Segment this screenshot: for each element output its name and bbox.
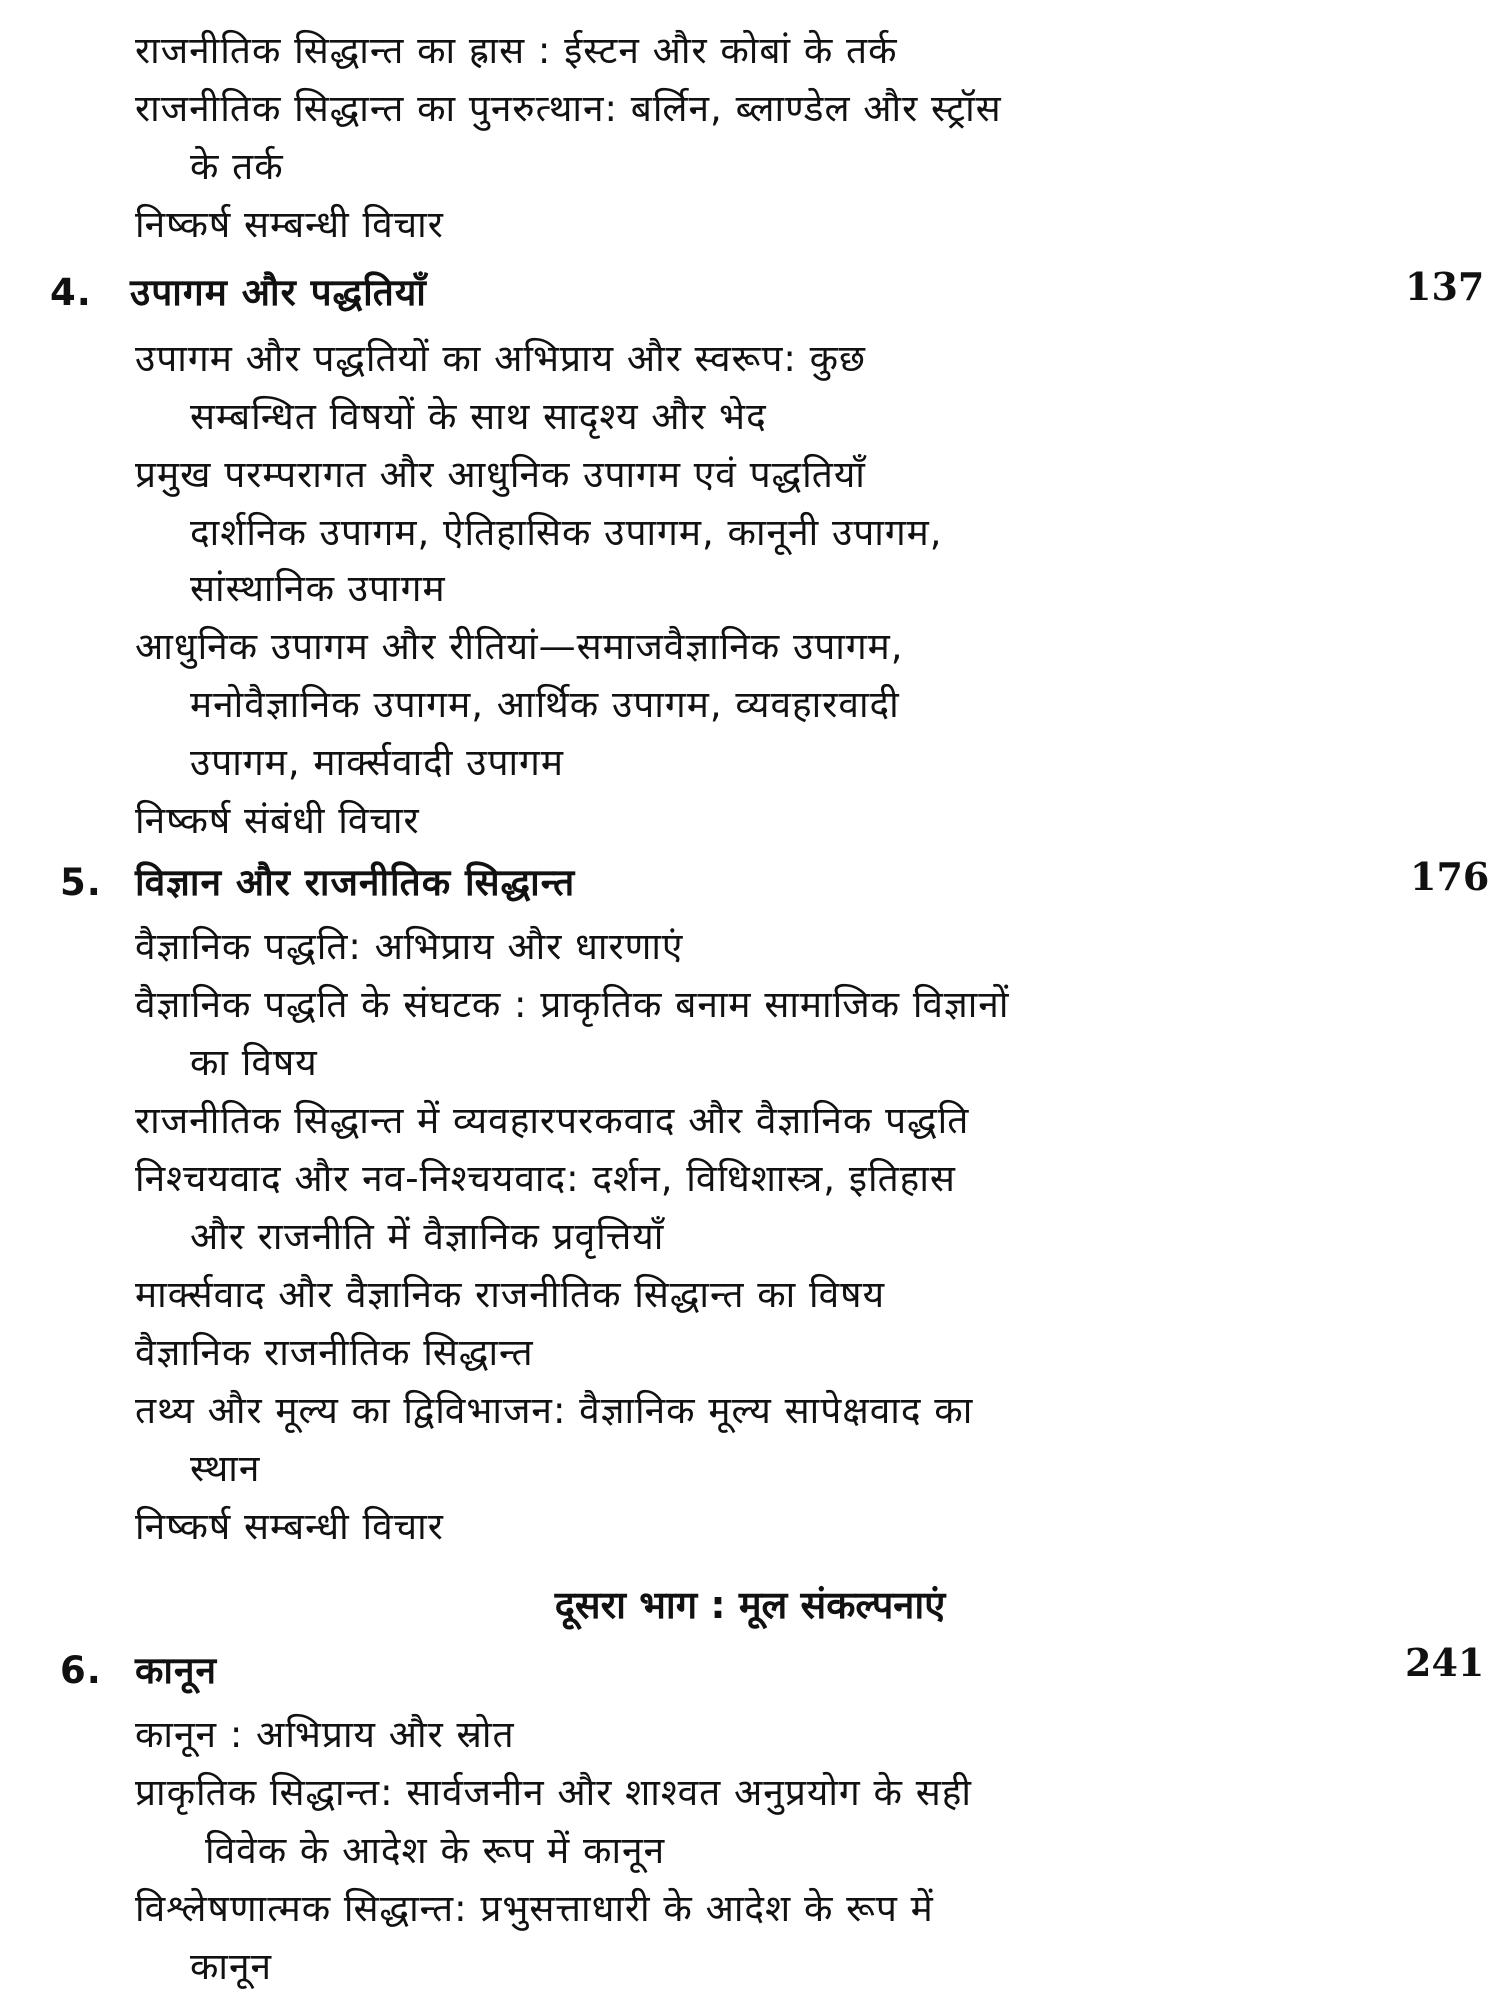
toc-entry: निष्कर्ष संबंधी विचार [135, 799, 420, 842]
toc-entry-continuation: और राजनीति में वैज्ञानिक प्रवृत्तियाँ [190, 1215, 665, 1258]
toc-entry: उपागम और पद्धतियों का अभिप्राय और स्वरूप: कुछ [135, 337, 866, 380]
toc-entry: वैज्ञानिक पद्धति: अभिप्राय और धारणाएं [135, 925, 684, 968]
toc-entry-continuation: के तर्क [190, 145, 284, 188]
chapter-page-number: 241 [1405, 1640, 1485, 1685]
toc-entry-continuation: कानून [190, 1945, 273, 1988]
part-heading: दूसरा भाग : मूल संकल्पनाएं [554, 1583, 946, 1627]
toc-entry: आधुनिक उपागम और रीतियां—समाजवैज्ञानिक उपागम, [135, 625, 904, 668]
toc-entry: प्रमुख परम्परागत और आधुनिक उपागम एवं पद्धतियाँ [135, 453, 866, 496]
toc-entry: विश्लेषणात्मक सिद्धान्त: प्रभुसत्ताधारी के आदेश के रूप में [135, 1887, 934, 1930]
toc-entry-continuation: सम्बन्धित विषयों के साथ सादृश्य और भेद [190, 395, 767, 438]
toc-entry-continuation: दार्शनिक उपागम, ऐतिहासिक उपागम, कानूनी उपागम, [190, 511, 943, 554]
toc-entry: कानून : अभिप्राय और स्रोत [135, 1713, 515, 1756]
chapter-title: विज्ञान और राजनीतिक सिद्धान्त [135, 861, 576, 904]
chapter-title: उपागम और पद्धतियाँ [130, 271, 427, 314]
toc-entry-continuation: स्थान [190, 1447, 261, 1490]
toc-entry: राजनीतिक सिद्धान्त में व्यवहारपरकवाद और वैज्ञानिक पद्धति [135, 1099, 970, 1142]
toc-entry-continuation: उपागम, मार्क्सवादी उपागम [190, 741, 564, 784]
toc-entry: प्राकृतिक सिद्धान्त: सार्वजनीन और शाश्वत अनुप्रयोग के सही [135, 1771, 972, 1814]
toc-entry: राजनीतिक सिद्धान्त का ह्रास : ईस्टन और कोबां के तर्क [135, 29, 898, 72]
chapter-page-number: 176 [1410, 854, 1490, 899]
toc-entry-continuation: का विषय [190, 1041, 318, 1084]
toc-entry-continuation: सांस्थानिक उपागम [190, 567, 446, 610]
toc-entry: निष्कर्ष सम्बन्धी विचार [135, 203, 444, 246]
toc-entry: तथ्य और मूल्य का द्विविभाजन: वैज्ञानिक मूल्य सापेक्षवाद का [135, 1389, 974, 1432]
toc-entry: मार्क्सवाद और वैज्ञानिक राजनीतिक सिद्धान्त का विषय [135, 1273, 886, 1316]
toc-entry: वैज्ञानिक पद्धति के संघटक : प्राकृतिक बनाम सामाजिक विज्ञानों [135, 983, 1010, 1026]
toc-entry-continuation: मनोवैज्ञानिक उपागम, आर्थिक उपागम, व्यवहारवादी [190, 683, 900, 726]
chapter-number: 5. [60, 861, 102, 904]
toc-entry: वैज्ञानिक राजनीतिक सिद्धान्त [135, 1331, 534, 1374]
chapter-number: 4. [50, 271, 92, 314]
toc-entry: निश्चयवाद और नव-निश्चयवाद: दर्शन, विधिशास्त्र, इतिहास [135, 1157, 956, 1200]
toc-entry: निष्कर्ष सम्बन्धी विचार [135, 1505, 444, 1548]
chapter-title: कानून [135, 1649, 218, 1692]
toc-entry-continuation: विवेक के आदेश के रूप में कानून [205, 1829, 666, 1872]
toc-entry: राजनीतिक सिद्धान्त का पुनरुत्थान: बर्लिन, ब्लाण्डेल और स्ट्रॉस [135, 87, 1002, 130]
chapter-page-number: 137 [1405, 264, 1485, 309]
chapter-number: 6. [60, 1649, 102, 1692]
